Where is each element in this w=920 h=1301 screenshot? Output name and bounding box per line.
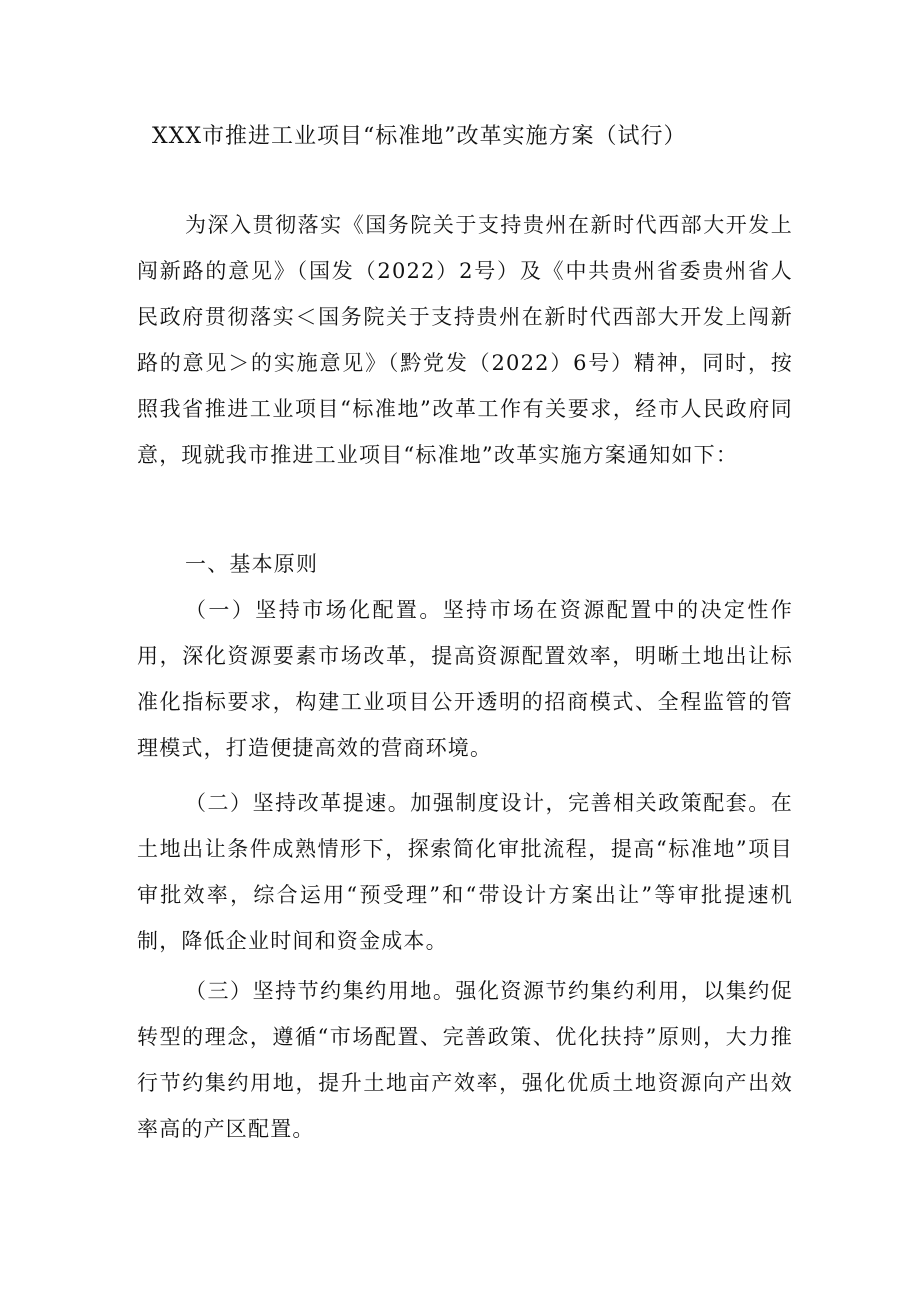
- document-title: XXX市推进工业项目“标准地”改革实施方案（试行）: [152, 124, 687, 149]
- principle-paragraph-1: （一）坚持市场化配置。坚持市场在资源配置中的决定性作用，深化资源要素市场改革，提高资源配置效率，明晰土地出让标准化指标要求，构建工业项目公开透明的招商模式、全程监管的管理模式，打造便捷高效的营商环境。: [137, 598, 793, 760]
- section-heading-basic-principles: 一、基本原则: [185, 552, 319, 576]
- principle-paragraph-3: （三）坚持节约集约用地。强化资源节约集约利用，以集约促转型的理念，遵循“市场配置、完善政策、优化扶持”原则，大力推行节约集约用地，提升土地亩产效率，强化优质土地资源向产出效率高的产区配置。: [137, 979, 793, 1141]
- intro-paragraph: 为深入贯彻落实《国务院关于支持贵州在新时代西部大开发上闯新路的意见》（国发（2022）2号）及《中共贵州省委贵州省人民政府贯彻落实＜国务院关于支持贵州在新时代西部大开发上闯新路的意见＞的实施意见》（黔党发（2022）6号）精神，同时，按照我省推进工业项目“标准地”改革工作有关要求，经市人民政府同意，现就我市推进工业项目“标准地”改革实施方案通知如下：: [137, 213, 793, 467]
- principle-paragraph-2: （二）坚持改革提速。加强制度设计，完善相关政策配套。在土地出让条件成熟情形下，探索简化审批流程，提高“标准地”项目审批效率，综合运用“预受理”和“带设计方案出让”等审批提速机制，降低企业时间和资金成本。: [137, 791, 793, 953]
